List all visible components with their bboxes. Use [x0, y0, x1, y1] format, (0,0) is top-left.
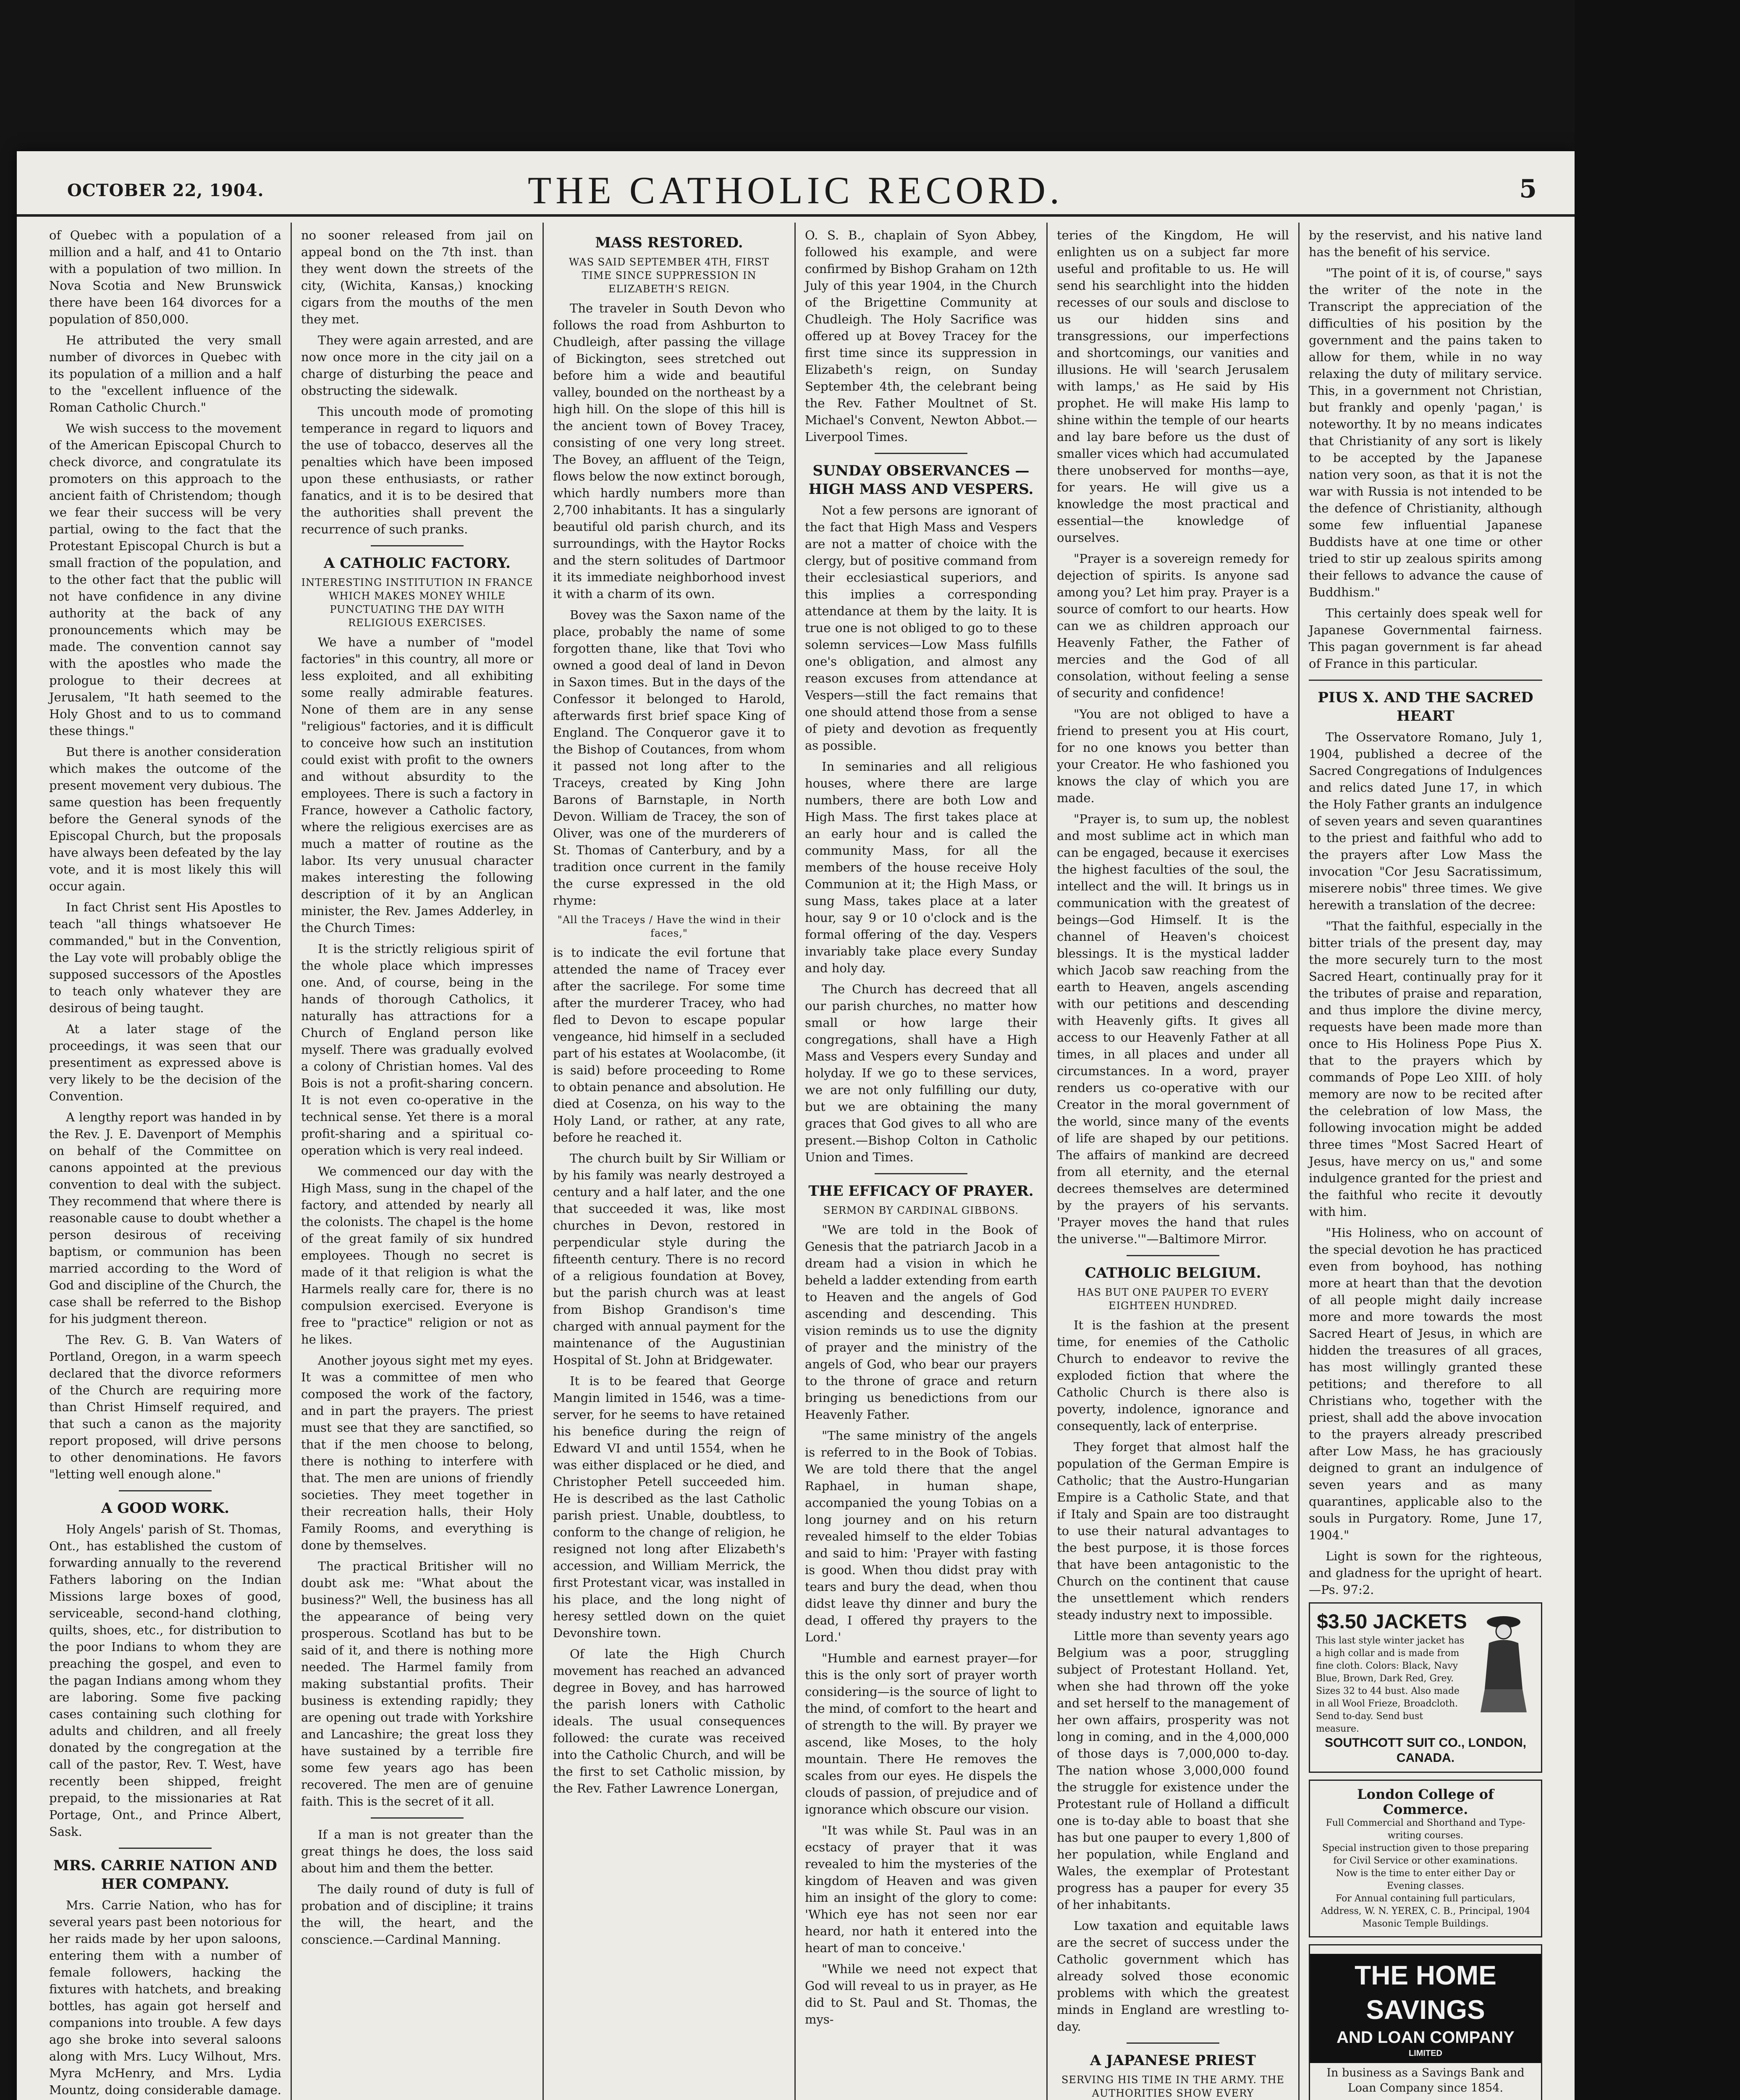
masthead — [17, 151, 1575, 217]
paragraph: O. S. B., chaplain of Syon Abbey, followed his example, and were confirmed by Bishop Graham on 12th July of this year 1904, in the Church of the Brigettine Community at Chudleigh. The Holy Sacrifice was offered up at Bovey Tracey for the first time since its suppression in Elizabeth's reign, on Sunday September 4th, the celebrant being the Rev. Father Moultnet of St. Michael's Convent, Newton Abbot.—Liverpool Times. — [805, 228, 1037, 444]
ad-line: Address, W. N. YEREX, C. B., Principal, 1904 Masonic Temple Buildings. — [1321, 1906, 1530, 1929]
paragraph: "It was while St. Paul was in an ecstacy of prayer that it was revealed to him the mysteries of the kingdom of Heaven and was given him an insight of the glory to come: 'Which eye has not seen nor ear heard, nor hath it entered into the heart of man to conceive.' — [805, 1823, 1037, 1955]
paragraph: The church built by Sir William or by his family was nearly destroyed a century and a half later, and the one that succeeded it was, like most churches in Devon, restored in perpendicular style during the fifteenth century. There is no record of a religious foundation at Bovey, but the parish church was at least from Bishop Grandison's time charged with annual payment for the maintenance of the Augustinian Hospital of St. John at Bridgewater. — [553, 1151, 785, 1367]
article-heading: PIUS X. AND THE SACRED HEART — [1318, 689, 1533, 724]
divider — [1309, 680, 1542, 681]
article-subheading: SERVING HIS TIME IN THE ARMY. THE AUTHORITIES SHOW EVERY — [1061, 2074, 1285, 2099]
issue-date: OCTOBER 22, 1904. — [67, 181, 264, 200]
paragraph: It is to be feared that George Mangin limited in 1546, was a time-server, for he seems to have retained his benefice during the reign of Edward VI and until 1554, when he was either displaced or he died, and Christopher Petell succeeded him. He is described as the last Catholic parish priest. Unable, doubtless, to conform to the change of religion, he resigned not long after Elizabeth's accession, and William Merrick, the first Protestant vicar, was installed in his place, and the long night of heresy settled down on the quiet Devonshire town. — [553, 1374, 785, 1640]
article-subheading: WAS SAID SEPTEMBER 4TH, FIRST TIME SINCE SUPPRESSION IN ELIZABETH'S REIGN. — [569, 256, 770, 295]
ad-line: Special instruction given to those preparing for Civil Service or other examinations. — [1322, 1843, 1529, 1866]
paragraph: The daily round of duty is full of probation and of discipline; it trains the will, the heart, and the conscience.—Cardinal Manning. — [301, 1882, 533, 1947]
paragraph: "Prayer is a sovereign remedy for dejection of spirits. Is anyone sad among you? Let him pray. Prayer is a source of comfort to our hearts. How can we as children approach our Heavenly Father, the Father of mercies and the God of all consolation, without feeling a sense of security and confidence! — [1057, 551, 1289, 700]
divider — [119, 1490, 212, 1491]
divider — [875, 453, 967, 454]
paragraph: "His Holiness, who on account of the special devotion he has practiced even from boyhood, has nothing more at heart than that the devotion of all people might daily increase more and more towards the most Sacred Heart of Jesus, in which are hidden the treasures of all graces, has most willingly granted these petitions; and therefore to all Christians who, together with the priest, shall add the above invocation to the prayers already prescribed after Low Mass, he has graciously deigned to grant an indulgence of seven years and as many quarantines, applicable also to the souls in Purgatory. Rome, June 17, 1904." — [1309, 1226, 1542, 1542]
page-number: 5 — [1519, 174, 1537, 204]
paragraph: Bovey was the Saxon name of the place, probably the name of some forgotten thane, like that Tovi who owned a good deal of land in Devon in Saxon times. But in the days of the Confessor it belonged to Harold, afterwards first brief space King of England. The Conqueror gave it to the Bishop of Coutances, from whom it passed not long after to the Traceys, created by King John Barons of Barnstaple, in North Devon. William de Tracey, the son of Oliver, was one of the murderers of St. Thomas of Canterbury, and by a tradition once current in the family the curse expressed in the old rhyme: — [553, 608, 785, 908]
home-savings-advertisement — [1309, 1944, 1542, 2100]
paragraph: Of late the High Church movement has reached an advanced degree in Bovey, and has harrowed the parish loners with Catholic ideals. The usual consequences followed: the curate was received into the Catholic Church, and will be the first to set Catholic mission, by the Rev. Father Lawrence Lonergan, — [553, 1647, 785, 1796]
paragraph: This certainly does speak well for Japanese Governmental fairness. This pagan government is far ahead of France in this particular. — [1309, 606, 1542, 671]
article-heading: MRS. CARRIE NATION AND HER COMPANY. — [53, 1857, 277, 1893]
divider — [371, 545, 464, 546]
paragraph: If a man is not greater than the great things he does, the loss said about him and them the better. — [301, 1827, 533, 1875]
ad-line: Now is the time to enter either Day or Evening classes. — [1336, 1868, 1515, 1891]
paragraph: by the reservist, and his native land has the benefit of his service. — [1309, 228, 1542, 259]
ad-line: For Annual containing full particulars, — [1336, 1893, 1515, 1904]
paragraph: In seminaries and all religious houses, where there are large numbers, there are both Low and High Mass. The first takes place at an early hour and is called the community Mass, for all the members of the house receive Holy Communion at it; the High Mass, or sung Mass, takes place at a later hour, say 9 or 10 o'clock and is the formal offering of the day. Vespers invariably take place every Sunday and holy day. — [805, 759, 1037, 975]
paragraph: teries of the Kingdom, He will enlighten us on a subject far more useful and profitable to us. He will send his searchlight into the hidden recesses of our souls and disclose to us our hidden sins and transgressions, our imperfections and shortcomings, our vanities and illusions. He will 'search Jerusalem with lamps,' as He said by His prophet. He will make His lamp to shine within the temple of our hearts and lay bare before us the dust of smaller vices which had accumulated there unobserved for months—aye, for years. He will give us a knowledge the most practical and essential—the knowledge of ourselves. — [1057, 228, 1289, 545]
woman-in-jacket-illustration — [1472, 1609, 1535, 1714]
ad-company: SOUTHCOTT SUIT CO., LONDON, CANADA. — [1325, 1736, 1526, 1765]
ad-banner — [1310, 1954, 1541, 2063]
ad-headline: $3.50 JACKETS — [1317, 1611, 1467, 1633]
column-2 — [292, 223, 544, 2100]
paragraph: is to indicate the evil fortune that attended the name of Tracey ever after the sacrilege. For some time after the murderer Tracey, who had fled to Devon to escape popular vengeance, hid himself in a secluded part of his estates at Woolacombe, (it is said) before proceeding to Rome to obtain penance and absolution. He died at Cosenza, on his way to the Holy Land, or rather, at any rate, before he reached it. — [553, 945, 785, 1144]
column-3 — [544, 223, 796, 2100]
paragraph: We have a number of "model factories" in this country, all more or less exploited, and all exhibiting some really admirable features. None of them are in any sense "religious" factories, and it is difficult to conceive how such an institution could exist with profit to the owners and without absurdity to the employees. There is such a factory in France, however a Catholic factory, where the religious exercises are as much a matter of routine as the labor. Its very unusual character makes interesting the following description of it by an Anglican minister, the Rev. James Adderley, in the Church Times: — [301, 635, 533, 935]
paragraph: "The same ministry of the angels is referred to in the Book of Tobias. We are told there that the angel Raphael, in human shape, accompanied the young Tobias on a long journey and on his return revealed himself to the elder Tobias and said to him: 'Prayer with fasting is good. When thou didst pray with tears and bury the dead, when thou didst leave thy dinner and bury the dead, I offered thy prayers to the Lord.' — [805, 1428, 1037, 1644]
column-6 — [1300, 223, 1551, 2100]
newspaper-page — [17, 151, 1575, 2100]
paragraph: "You are not obliged to have a friend to present you at His court, for no one knows you better than your Creator. He who fashioned you knows the clay of which you are made. — [1057, 707, 1289, 805]
divider — [119, 1848, 212, 1849]
ad-banner-line: LIMITED — [1409, 2049, 1442, 2058]
paragraph: The Osservatore Romano, July 1, 1904, published a decree of the Sacred Congregations of Indulgences and relics dated June 17, in which the Holy Father grants an indulgence of seven years and seven quarantines to the priest and faithful who add to the prayers after Low Mass the invocation "Cor Jesu Sacratissimum, miserere nobis" three times. We give herewith a translation of the decree: — [1309, 730, 1542, 912]
ad-line: Full Commercial and Shorthand and Type-writing courses. — [1326, 1818, 1525, 1841]
paragraph: But there is another consideration which makes the outcome of the present movement very dubious. The same question has been frequently before the General synods of the Episcopal Church, but the proposals have always been defeated by the lay vote, and it is most likely this will occur again. — [49, 745, 281, 893]
paragraph: "The point of it is, of course," says the writer of the note in the Transcript the appreciation of the difficulties of his position by the government and the pains taken to allow for them, while in no way relaxing the duty of military service. This, in a government not Christian, but frankly and openly 'pagan,' is noteworthy. It by no means indicates that Christianity of any sort is likely to be accepted by the Japanese nation very soon, as that it is not the war with Russia is not intended to be the defence of Christianity, although some few influential Japanese Buddists have at one time or other tried to stir up zealous spirits among their fellows to advance the cause of Buddhism." — [1309, 266, 1542, 599]
paragraph: The traveler in South Devon who follows the road from Ashburton to Chudleigh, after passing the village of Bickington, sees stretched out before him a wide and beautiful valley, bounded on the northeast by a high hill. On the slope of this hill is the ancient town of Bovey Tracey, consisting of one very long street. The Bovey, an affluent of the Teign, flows below the now extinct borough, which hardly numbers more than 2,700 inhabitants. It has a singularly beautiful old parish church, and its surroundings, with the Haytor Rocks and the stern solitudes of Dartmoor it its immediate neighborhood invest it with a charm of its own. — [553, 301, 785, 601]
divider — [371, 1817, 464, 1819]
paragraph: It is the strictly religious spirit of the whole place which impresses one. And, of course, being in the hands of thorough Catholics, it naturally has attractions for a Church of England person like myself. There was gradually evolved a colony of Christian homes. Val des Bois is not a profit-sharing concern. It is not even co-operative in the technical sense. Yet there is a moral profit-sharing and a spiritual co-operation which is very real indeed. — [301, 942, 533, 1158]
ad-banner-line: AND LOAN COMPANY — [1336, 2028, 1515, 2047]
paragraph: The practical Britisher will no doubt ask me: "What about the business?" Well, the business has all the appearance of being very prosperous. Scotland has but to be said of it, and there is nothing more needed. The Harmel family from making substantial profits. Their business is extending rapidly; they are opening out trade with Yorkshire and Lancashire; the great loss they have sustained by a terrible fire some few years ago has been recovered. The men are of genuine faith. This is the secret of it all. — [301, 1559, 533, 1809]
paragraph: They forget that almost half the population of the German Empire is Catholic; that the Austro-Hungarian Empire is a Catholic State, and that if Italy and Spain are too distraught to use their natural advantages to the best purpose, it is those forces that have been antagonistic to the Church on the continent that cause the unsettlement which renders steady industry next to impossible. — [1057, 1440, 1289, 1622]
ad-banner-line: THE HOME SAVINGS — [1355, 1960, 1496, 2025]
article-heading: A GOOD WORK. — [101, 1500, 230, 1517]
verse: "All the Traceys / Have the wind in their faces," — [557, 914, 781, 939]
column-4 — [796, 223, 1048, 2100]
ad-body: This last style winter jacket has a high collar and is made from fine cloth. Colors: Black, Navy Blue, Brown, Dark Red, Grey. Sizes 32 to 44 bust. Also made in all Wool Frieze, Broadcloth. Send to-day. Send bust measure. — [1316, 1635, 1465, 1734]
paragraph: "While we need not expect that God will reveal to us in prayer, as He did to St. Paul and St. Thomas, the mys- — [805, 1962, 1037, 2026]
paragraph: They were again arrested, and are now once more in the city jail on a charge of disturbing the peace and obstructing the sidewalk. — [301, 333, 533, 398]
divider — [1127, 1255, 1219, 1256]
college-advertisement — [1309, 1780, 1542, 1937]
paragraph: Mrs. Carrie Nation, who has for several years past been notorious for her raids made by her upon saloons, entering them with a number of female followers, hacking the fixtures with hatchets, and breaking bottles, has again got herself and companions into trouble. A few days ago she broke into several saloons along with Mrs. Lucy Wilhout, Mrs. Myra McHenry, and Mrs. Lydia Mountz, doing considerable damage. — [49, 1898, 281, 2097]
paragraph: Holy Angels' parish of St. Thomas, Ont., has established the custom of forwarding annually to the reverend Fathers laboring on the Indian Missions large boxes of good, serviceable, second-hand clothing, quilts, shoes, etc., for distribution to the poor Indians to whom they are preaching the gospel, and even to the pagan Indians among whom they are laboring. Some five packing cases containing such clothing for adults and children, and all freely donated by the congregation at the call of the pastor, Rev. T. West, have recently been shipped, freight prepaid, to the missionaries at Rat Portage, Ont., and Prince Albert, Sask. — [49, 1522, 281, 1839]
ad-text: In business as a Savings Bank and Loan Company since 1854. — [1326, 2066, 1525, 2095]
paragraph: This uncouth mode of promoting temperance in regard to liquors and the use of tobacco, deserves all the penalties which have been imposed upon these enthusiasts, or rather fanatics, and it is to be desired that the authorities shall prevent the recurrence of such pranks. — [301, 404, 533, 536]
paragraph: "Prayer is, to sum up, the noblest and most sublime act in which man can be engaged, because it exercises the highest faculties of the soul, the intellect and the will. It brings us in communication with the greatest of beings—God Himself. It is the channel of Heaven's choicest blessings. It is the mystical ladder which Jacob saw reaching from the earth to Heaven, angels ascending with our petitions and descending with Heavenly gifts. It gives all access to our Heavenly Father at all times, in all places and under all circumstances. In a word, prayer renders us co-operative with our Creator in the moral government of the world, since many of the events of life are shaped by our petitions. The affairs of mankind are decreed from all eternity, and the eternal decrees themselves are determined by the prayers of his servants. 'Prayer moves the hand that rules the universe.'"—Baltimore Mirror. — [1057, 812, 1289, 1246]
paragraph: of Quebec with a population of a million and a half, and 41 to Ontario with a population of two million. In Nova Scotia and New Brunswick there have been 164 divorces for a population of 850,000. — [49, 228, 281, 326]
article-subheading: SERMON BY CARDINAL GIBBONS. — [823, 1205, 1019, 1216]
scan-background-edge — [1575, 0, 1740, 2100]
paragraph: We wish success to the movement of the American Episcopal Church to check divorce, and congratulate its promoters on this approach to the ancient faith of Christendom; though we fear their success will be very partial, owing to the fact that the Protestant Episcopal Church is but a small fraction of the population, and to the other fact that the public will not have confidence in any divine authority at the back of any pronouncements which may be made. The convention cannot say with the apostles who made the prologue to their decrees at Jerusalem, "It hath seemed to the Holy Ghost and to us to command these things." — [49, 421, 281, 738]
paragraph: In fact Christ sent His Apostles to teach "all things whatsoever He commanded," but in the Convention, the Lay vote will probably oblige the supposed successors of the Apostles to teach only whatever they are desirous of being taught. — [49, 900, 281, 1015]
paragraph: "Humble and earnest prayer—for this is the only sort of prayer worth considering—is the source of light to the mind, of comfort to the heart and of strength to the will. By prayer we ascend, like Moses, to the holy mountain. There He removes the scales from our eyes. He dispels the clouds of passion, of prejudice and of ignorance which obscure our vision. — [805, 1651, 1037, 1816]
paragraph: Not a few persons are ignorant of the fact that High Mass and Vespers are not a matter of choice with the clergy, but of positive command from their ecclesiastical superiors, and this implies a corresponding attendance at them by the laity. It is true one is not obliged to go to these solemn services—Low Mass fulfills one's obligation, and almost any reason excuses from attendance at Vespers—still the fact remains that one should attend those from a sense of piety and devotion as frequently as possible. — [805, 503, 1037, 753]
article-subheading: HAS BUT ONE PAUPER TO EVERY EIGHTEEN HUNDRED. — [1077, 1286, 1269, 1312]
paragraph: "That the faithful, especially in the bitter trials of the present day, may the more securely turn to the most Sacred Heart, continually pray for it the tributes of praise and reparation, and thus implore the divine mercy, requests have been made more than once to His Holiness Pope Pius X. that to the prayers which by commands of Pope Leo XIII. of holy memory are now to be recited after the celebration of low Mass, the following invocation might be added three times "Most Sacred Heart of Jesus, have mercy on us," and some indulgence granted for the priest and the faithful who recite it devoutly with him. — [1309, 919, 1542, 1219]
paragraph: no sooner released from jail on appeal bond on the 7th inst. than they went down the streets of the city, (Wichita, Kansas,) knocking cigars from the mouths of the men they met. — [301, 228, 533, 326]
divider — [875, 1173, 967, 1174]
article-heading: A JAPANESE PRIEST — [1090, 2052, 1256, 2069]
paragraph: At a later stage of the proceedings, it was seen that our presentiment as expressed above is very likely to be the decision of the Convention. — [49, 1022, 281, 1103]
paragraph: Little more than seventy years ago Belgium was a poor, struggling subject of Protestant Holland. Yet, when she had thrown off the yoke and set herself to the management of her own affairs, prosperity was not long in coming, and in the 4,000,000 of those days is 7,000,000 to-day. The nation whose 3,000,000 found the struggle for existence under the Protestant rule of Holland a difficult one is to-day able to boast that she has but one pauper to every 1,800 of her population, while England and Wales, the exemplar of Protestant progress has a pauper for every 35 of her inhabitants. — [1057, 1629, 1289, 1912]
paragraph: It is the fashion at the present time, for enemies of the Catholic Church to endeavor to revive the exploded fiction that where the Catholic Church is there also is poverty, indolence, ignorance and consequently, lack of enterprise. — [1057, 1318, 1289, 1433]
paragraph: "We are told in the Book of Genesis that the patriarch Jacob in a dream had a vision in which he beheld a ladder extending from earth to Heaven and the angels of God ascending and descending. This vision reminds us to use the dignity of prayer and the ministry of the angels of God, who bear our prayers to the throne of grace and return bringing us benedictions from our Heavenly Father. — [805, 1223, 1037, 1422]
paragraph: The Church has decreed that all our parish churches, no matter how small or how large their congregations, shall have a High Mass and Vespers every Sunday and holyday. If we go to these services, we are not only fulfilling our duty, but we are obtaining the many graces that God gives to all who are present.—Bishop Colton in Catholic Union and Times. — [805, 982, 1037, 1164]
article-heading: SUNDAY OBSERVANCES — HIGH MASS AND VESPERS. — [808, 462, 1034, 498]
paragraph: Low taxation and equitable laws are the secret of success under the Catholic government which has already solved those economic problems with which the greatest minds in England are wrestling to-day. — [1057, 1919, 1289, 2034]
paragraph: A lengthy report was handed in by the Rev. J. E. Davenport of Memphis on behalf of the Committee on canons appointed at the previous convention to deal with the subject. They recommend that where there is reasonable cause to doubt whether a person desirous of receiving baptism, or communion has been married according to the Word of God and discipline of the Church, the case shall be referred to the Bishop for his judgment thereon. — [49, 1110, 281, 1326]
article-subheading: INTERESTING INSTITUTION IN FRANCE WHICH MAKES MONEY WHILE PUNCTUATING THE DAY WITH RELIGIOUS EXERCISES. — [301, 577, 533, 629]
divider — [1127, 2042, 1219, 2044]
paragraph: We commenced our day with the High Mass, sung in the chapel of the factory, and attended by nearly all the colonists. The chapel is the home of the great family of six hundred employees. Though no secret is made of it that religion is what the Harmels really care for, there is no compulsion exercised. Everyone is free to "practice" religion or not as he likes. — [301, 1164, 533, 1347]
article-heading: CATHOLIC BELGIUM. — [1085, 1265, 1261, 1281]
ad-headline: London College of Commerce. — [1357, 1786, 1494, 1817]
newspaper-title: THE CATHOLIC RECORD. — [528, 169, 1064, 212]
columns — [40, 223, 1551, 2100]
paragraph: The Rev. G. B. Van Waters of Portland, Oregon, in a warm speech declared that the divorce reformers of the Church are requiring more than Christ Himself required, and that such a canon as the majority report proposed, will drive persons to other denominations. He favors "letting well enough alone." — [49, 1333, 281, 1481]
paragraph: Another joyous sight met my eyes. It was a committee of men who composed the work of the factory, and in part the prayers. The priest must see that they are sanctified, so that if the men choose to belong, there is nothing to interfere with that. The men are unions of friendly societies. They meet together in their recreation halls, their Holy Family Rooms, and everything is done by themselves. — [301, 1353, 533, 1552]
paragraph: Light is sown for the righteous, and gladness for the upright of heart.—Ps. 97:2. — [1309, 1549, 1542, 1597]
jackets-advertisement — [1309, 1602, 1542, 1773]
article-heading: MASS RESTORED. — [595, 234, 743, 251]
paragraph: He attributed the very small number of divorces in Quebec with its population of a million and a half to the "excellent influence of the Roman Catholic Church." — [49, 333, 281, 415]
article-heading: THE EFFICACY OF PRAYER. — [808, 1183, 1034, 1200]
article-heading: A CATHOLIC FACTORY. — [324, 555, 511, 572]
column-1 — [40, 223, 292, 2100]
column-5 — [1048, 223, 1300, 2100]
